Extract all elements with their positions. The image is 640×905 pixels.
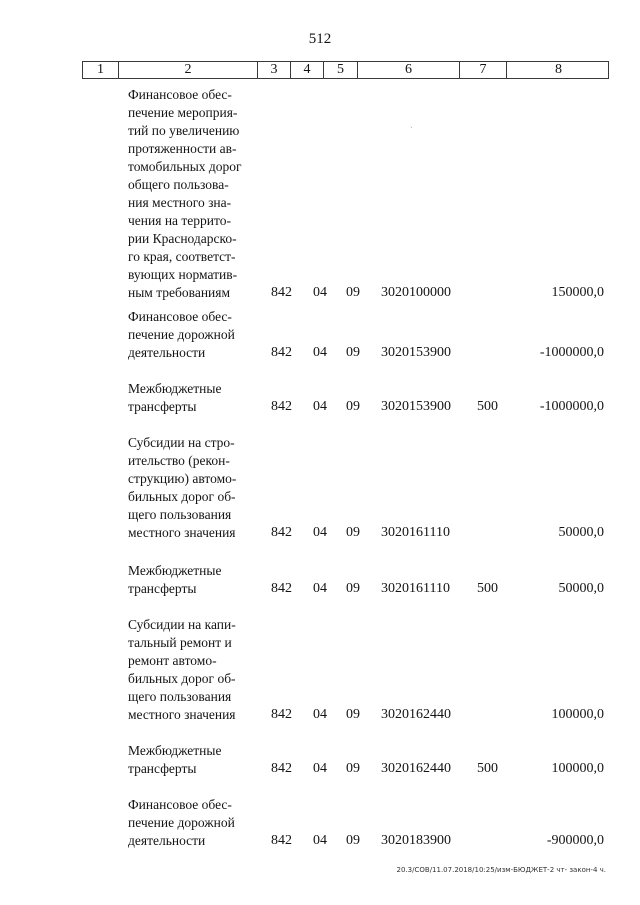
subsection-code: 09 bbox=[346, 525, 360, 540]
subsection-code: 09 bbox=[346, 399, 360, 414]
target-article-code: 3020183900 bbox=[381, 833, 451, 848]
subsection-code: 09 bbox=[346, 345, 360, 360]
description-line: вующих норматив- bbox=[128, 267, 238, 282]
description-line: общего пользова- bbox=[128, 177, 229, 192]
description-line: местного значения bbox=[128, 525, 236, 540]
column-number-1: 1 bbox=[83, 62, 119, 78]
page-number: 512 bbox=[308, 31, 332, 47]
expense-type-code: 500 bbox=[477, 399, 498, 414]
ministry-code: 842 bbox=[271, 525, 292, 540]
ministry-code: 842 bbox=[271, 285, 292, 300]
subsection-code: 09 bbox=[346, 285, 360, 300]
row-description bbox=[128, 434, 256, 542]
description-line: Межбюджетные bbox=[128, 381, 222, 396]
ministry-code: 842 bbox=[271, 399, 292, 414]
row-description bbox=[128, 616, 256, 724]
description-line: местного значения bbox=[128, 707, 236, 722]
description-line: деятельности bbox=[128, 833, 206, 848]
section-code: 04 bbox=[313, 707, 327, 722]
description-line: струкцию) автомо- bbox=[128, 471, 237, 486]
description-line: тальный ремонт и bbox=[128, 635, 232, 650]
section-code: 04 bbox=[313, 761, 327, 776]
ministry-code: 842 bbox=[271, 833, 292, 848]
target-article-code: 3020162440 bbox=[381, 761, 451, 776]
table-column-header bbox=[82, 61, 609, 79]
ministry-code: 842 bbox=[271, 761, 292, 776]
description-line: щего пользования bbox=[128, 689, 232, 704]
amount: 50000,0 bbox=[558, 581, 604, 596]
column-number-3: 3 bbox=[258, 62, 291, 78]
column-number-5: 5 bbox=[324, 62, 358, 78]
row-description bbox=[128, 380, 256, 416]
ministry-code: 842 bbox=[271, 707, 292, 722]
row-description bbox=[128, 742, 256, 778]
description-line: рии Краснодарско- bbox=[128, 231, 237, 246]
target-article-code: 3020153900 bbox=[381, 345, 451, 360]
column-number-4: 4 bbox=[291, 62, 324, 78]
description-line: Финансовое обес- bbox=[128, 87, 232, 102]
description-line: деятельности bbox=[128, 345, 206, 360]
description-line: ния местного зна- bbox=[128, 195, 232, 210]
row-description bbox=[128, 86, 256, 302]
amount: 50000,0 bbox=[558, 525, 604, 540]
amount: 100000,0 bbox=[551, 761, 604, 776]
description-line: печение дорожной bbox=[128, 815, 235, 830]
description-line: бильных дорог об- bbox=[128, 489, 236, 504]
expense-type-code: 500 bbox=[477, 761, 498, 776]
description-line: Финансовое обес- bbox=[128, 309, 232, 324]
footer-code: 20.3/COB/11.07.2018/10:25/изм-БЮДЖЕТ-2 чт- закон-4 ч. bbox=[396, 866, 606, 874]
description-line: тий по увеличению bbox=[128, 123, 240, 138]
section-code: 04 bbox=[313, 833, 327, 848]
column-number-8: 8 bbox=[555, 62, 562, 77]
row-description bbox=[128, 308, 256, 362]
target-article-code: 3020153900 bbox=[381, 399, 451, 414]
description-line: чения на террито- bbox=[128, 213, 231, 228]
section-code: 04 bbox=[313, 345, 327, 360]
amount: -1000000,0 bbox=[539, 345, 604, 360]
row-description bbox=[128, 562, 256, 598]
description-line: печение мероприя- bbox=[128, 105, 238, 120]
column-number-7: 7 bbox=[460, 62, 507, 78]
ministry-code: 842 bbox=[271, 581, 292, 596]
description-line: трансферты bbox=[128, 761, 197, 776]
section-code: 04 bbox=[313, 525, 327, 540]
target-article-code: 3020161110 bbox=[381, 525, 450, 540]
target-article-code: 3020100000 bbox=[381, 285, 451, 300]
subsection-code: 09 bbox=[346, 833, 360, 848]
description-line: Субсидии на стро- bbox=[128, 435, 235, 450]
expense-type-code: 500 bbox=[477, 581, 498, 596]
description-line: Межбюджетные bbox=[128, 563, 222, 578]
description-line: трансферты bbox=[128, 581, 197, 596]
amount: 100000,0 bbox=[551, 707, 604, 722]
description-line: щего пользования bbox=[128, 507, 232, 522]
scan-mark: ˎ bbox=[410, 119, 413, 128]
description-line: томобильных дорог bbox=[128, 159, 242, 174]
description-line: протяженности ав- bbox=[128, 141, 237, 156]
description-line: Субсидии на капи- bbox=[128, 617, 236, 632]
description-line: трансферты bbox=[128, 399, 197, 414]
subsection-code: 09 bbox=[346, 707, 360, 722]
subsection-code: 09 bbox=[346, 761, 360, 776]
description-line: ным требованиям bbox=[128, 285, 231, 300]
description-line: Финансовое обес- bbox=[128, 797, 232, 812]
target-article-code: 3020162440 bbox=[381, 707, 451, 722]
row-description bbox=[128, 796, 256, 850]
description-line: ремонт автомо- bbox=[128, 653, 217, 668]
section-code: 04 bbox=[313, 581, 327, 596]
amount: -1000000,0 bbox=[539, 399, 604, 414]
column-number-2: 2 bbox=[119, 62, 258, 78]
description-line: ительство (рекон- bbox=[128, 453, 230, 468]
section-code: 04 bbox=[313, 399, 327, 414]
amount: 150000,0 bbox=[551, 285, 604, 300]
description-line: го края, соответст- bbox=[128, 249, 236, 264]
column-number-6: 6 bbox=[358, 62, 460, 78]
description-line: печение дорожной bbox=[128, 327, 235, 342]
ministry-code: 842 bbox=[271, 345, 292, 360]
target-article-code: 3020161110 bbox=[381, 581, 450, 596]
section-code: 04 bbox=[313, 285, 327, 300]
subsection-code: 09 bbox=[346, 581, 360, 596]
description-line: бильных дорог об- bbox=[128, 671, 236, 686]
amount: -900000,0 bbox=[546, 833, 604, 848]
description-line: Межбюджетные bbox=[128, 743, 222, 758]
